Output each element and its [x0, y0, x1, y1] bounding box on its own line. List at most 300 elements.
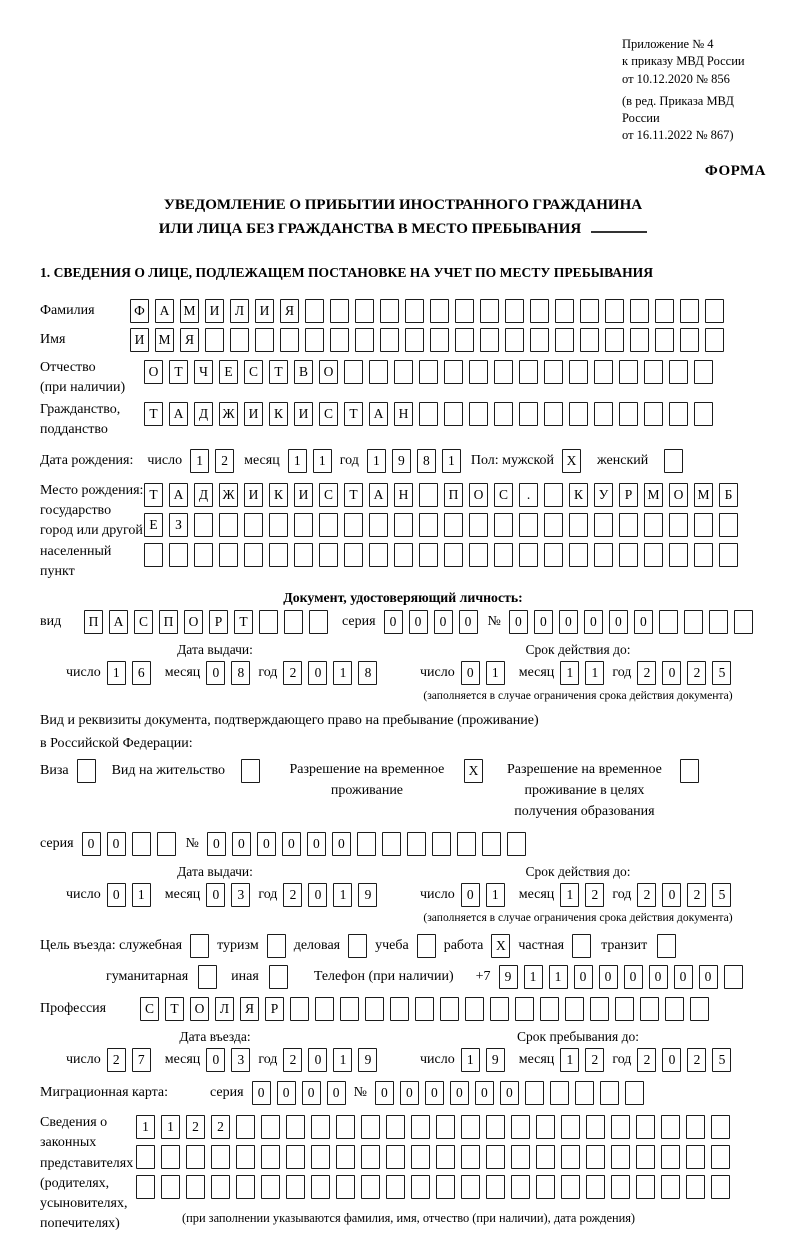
form-cell[interactable]: 6: [132, 661, 151, 685]
form-cell[interactable]: [432, 832, 451, 856]
form-cell[interactable]: [711, 1175, 730, 1199]
form-cell[interactable]: 0: [107, 832, 126, 856]
form-cell[interactable]: Т: [344, 483, 363, 507]
form-cell[interactable]: [644, 360, 663, 384]
form-cell[interactable]: П: [84, 610, 103, 634]
form-cell[interactable]: [572, 934, 591, 958]
form-cell[interactable]: [330, 299, 349, 323]
form-cell[interactable]: 0: [475, 1081, 494, 1105]
form-cell[interactable]: [269, 513, 288, 537]
form-cell[interactable]: 0: [375, 1081, 394, 1105]
form-cell[interactable]: [280, 328, 299, 352]
form-cell[interactable]: Д: [194, 402, 213, 426]
form-cell[interactable]: [344, 513, 363, 537]
form-cell[interactable]: М: [644, 483, 663, 507]
form-cell[interactable]: 0: [434, 610, 453, 634]
form-cell[interactable]: [419, 543, 438, 567]
form-cell[interactable]: [157, 832, 176, 856]
form-cell[interactable]: [536, 1145, 555, 1169]
form-cell[interactable]: К: [269, 483, 288, 507]
form-cell[interactable]: 1: [442, 449, 461, 473]
form-cell[interactable]: Т: [165, 997, 184, 1021]
form-cell[interactable]: [269, 543, 288, 567]
form-cell[interactable]: М: [180, 299, 199, 323]
form-cell[interactable]: 1: [136, 1115, 155, 1139]
form-cell[interactable]: [669, 360, 688, 384]
form-cell[interactable]: [186, 1145, 205, 1169]
form-cell[interactable]: [611, 1175, 630, 1199]
form-cell[interactable]: [544, 543, 563, 567]
form-cell[interactable]: [369, 513, 388, 537]
form-cell[interactable]: [705, 328, 724, 352]
form-cell[interactable]: [680, 759, 699, 783]
form-cell[interactable]: [530, 328, 549, 352]
form-cell[interactable]: [519, 402, 538, 426]
form-cell[interactable]: [436, 1145, 455, 1169]
form-cell[interactable]: И: [244, 483, 263, 507]
form-cell[interactable]: [394, 513, 413, 537]
form-cell[interactable]: [540, 997, 559, 1021]
form-cell[interactable]: [461, 1115, 480, 1139]
form-cell[interactable]: [236, 1175, 255, 1199]
form-cell[interactable]: [694, 513, 713, 537]
form-cell[interactable]: [344, 360, 363, 384]
form-cell[interactable]: [219, 543, 238, 567]
form-cell[interactable]: [394, 360, 413, 384]
form-cell[interactable]: [544, 483, 563, 507]
form-cell[interactable]: [469, 402, 488, 426]
form-cell[interactable]: 0: [282, 832, 301, 856]
form-cell[interactable]: [294, 513, 313, 537]
form-cell[interactable]: Т: [169, 360, 188, 384]
form-cell[interactable]: 1: [132, 883, 151, 907]
form-cell[interactable]: [530, 299, 549, 323]
form-cell[interactable]: И: [130, 328, 149, 352]
form-cell[interactable]: [665, 997, 684, 1021]
form-cell[interactable]: [661, 1115, 680, 1139]
form-cell[interactable]: [348, 934, 367, 958]
form-cell[interactable]: [719, 513, 738, 537]
form-cell[interactable]: [565, 997, 584, 1021]
form-cell[interactable]: [386, 1145, 405, 1169]
form-cell[interactable]: 0: [634, 610, 653, 634]
form-cell[interactable]: [580, 299, 599, 323]
form-cell[interactable]: 1: [333, 883, 352, 907]
form-cell[interactable]: [519, 513, 538, 537]
form-cell[interactable]: 2: [687, 661, 706, 685]
form-cell[interactable]: 0: [450, 1081, 469, 1105]
form-cell[interactable]: [194, 543, 213, 567]
form-cell[interactable]: [305, 299, 324, 323]
form-cell[interactable]: [186, 1175, 205, 1199]
form-cell[interactable]: [267, 934, 286, 958]
form-cell[interactable]: [461, 1145, 480, 1169]
form-cell[interactable]: 0: [207, 832, 226, 856]
form-cell[interactable]: [486, 1175, 505, 1199]
form-cell[interactable]: [611, 1115, 630, 1139]
form-cell[interactable]: [361, 1175, 380, 1199]
form-cell[interactable]: [505, 328, 524, 352]
form-cell[interactable]: [394, 543, 413, 567]
form-cell[interactable]: А: [369, 483, 388, 507]
form-cell[interactable]: 3: [231, 1048, 250, 1072]
form-cell[interactable]: 9: [486, 1048, 505, 1072]
form-cell[interactable]: [480, 299, 499, 323]
form-cell[interactable]: А: [155, 299, 174, 323]
form-cell[interactable]: 2: [107, 1048, 126, 1072]
form-cell[interactable]: [444, 402, 463, 426]
form-cell[interactable]: 0: [206, 883, 225, 907]
form-cell[interactable]: Т: [144, 483, 163, 507]
form-cell[interactable]: 1: [486, 883, 505, 907]
form-cell[interactable]: О: [669, 483, 688, 507]
form-cell[interactable]: О: [184, 610, 203, 634]
form-cell[interactable]: [336, 1145, 355, 1169]
form-cell[interactable]: [419, 483, 438, 507]
form-cell[interactable]: С: [140, 997, 159, 1021]
form-cell[interactable]: [519, 543, 538, 567]
form-cell[interactable]: Л: [230, 299, 249, 323]
form-cell[interactable]: 2: [283, 883, 302, 907]
form-cell[interactable]: [636, 1145, 655, 1169]
form-cell[interactable]: С: [244, 360, 263, 384]
form-cell[interactable]: [605, 328, 624, 352]
form-cell[interactable]: [544, 360, 563, 384]
form-cell[interactable]: [611, 1145, 630, 1169]
form-cell[interactable]: [461, 1175, 480, 1199]
form-cell[interactable]: [261, 1145, 280, 1169]
form-cell[interactable]: 2: [585, 1048, 604, 1072]
form-cell[interactable]: [586, 1175, 605, 1199]
form-cell[interactable]: [469, 513, 488, 537]
form-cell[interactable]: [444, 513, 463, 537]
form-cell[interactable]: [705, 299, 724, 323]
form-cell[interactable]: Н: [394, 402, 413, 426]
form-cell[interactable]: Ф: [130, 299, 149, 323]
form-cell[interactable]: [309, 610, 328, 634]
form-cell[interactable]: [365, 997, 384, 1021]
form-cell[interactable]: 2: [186, 1115, 205, 1139]
form-cell[interactable]: X: [562, 449, 581, 473]
form-cell[interactable]: Б: [719, 483, 738, 507]
form-cell[interactable]: [244, 513, 263, 537]
form-cell[interactable]: 0: [662, 883, 681, 907]
form-cell[interactable]: У: [594, 483, 613, 507]
form-cell[interactable]: [636, 1175, 655, 1199]
form-cell[interactable]: [680, 299, 699, 323]
form-cell[interactable]: А: [169, 483, 188, 507]
form-cell[interactable]: И: [255, 299, 274, 323]
form-cell[interactable]: [255, 328, 274, 352]
form-cell[interactable]: [198, 965, 217, 989]
form-cell[interactable]: [619, 513, 638, 537]
form-cell[interactable]: [644, 402, 663, 426]
form-cell[interactable]: [355, 299, 374, 323]
form-cell[interactable]: [694, 360, 713, 384]
form-cell[interactable]: 2: [687, 1048, 706, 1072]
form-cell[interactable]: 2: [215, 449, 234, 473]
form-cell[interactable]: И: [294, 402, 313, 426]
form-cell[interactable]: [486, 1145, 505, 1169]
form-cell[interactable]: 1: [333, 1048, 352, 1072]
form-cell[interactable]: [286, 1175, 305, 1199]
form-cell[interactable]: [355, 328, 374, 352]
form-cell[interactable]: [569, 360, 588, 384]
form-cell[interactable]: [680, 328, 699, 352]
form-cell[interactable]: [357, 832, 376, 856]
form-cell[interactable]: [436, 1115, 455, 1139]
form-cell[interactable]: [505, 299, 524, 323]
form-cell[interactable]: М: [694, 483, 713, 507]
form-cell[interactable]: 0: [206, 1048, 225, 1072]
form-cell[interactable]: [457, 832, 476, 856]
form-cell[interactable]: [230, 328, 249, 352]
form-cell[interactable]: 0: [699, 965, 718, 989]
form-cell[interactable]: 1: [560, 883, 579, 907]
form-cell[interactable]: О: [319, 360, 338, 384]
form-cell[interactable]: .: [519, 483, 538, 507]
form-cell[interactable]: [711, 1115, 730, 1139]
form-cell[interactable]: [669, 513, 688, 537]
form-cell[interactable]: 8: [417, 449, 436, 473]
form-cell[interactable]: 5: [712, 883, 731, 907]
form-cell[interactable]: [286, 1145, 305, 1169]
form-cell[interactable]: И: [205, 299, 224, 323]
form-cell[interactable]: 2: [283, 661, 302, 685]
form-cell[interactable]: [444, 543, 463, 567]
form-cell[interactable]: [415, 997, 434, 1021]
form-cell[interactable]: 0: [461, 883, 480, 907]
form-cell[interactable]: [244, 543, 263, 567]
form-cell[interactable]: [594, 402, 613, 426]
form-cell[interactable]: [569, 402, 588, 426]
form-cell[interactable]: Р: [209, 610, 228, 634]
form-cell[interactable]: С: [494, 483, 513, 507]
form-cell[interactable]: [311, 1115, 330, 1139]
form-cell[interactable]: [719, 543, 738, 567]
form-cell[interactable]: [219, 513, 238, 537]
form-cell[interactable]: [284, 610, 303, 634]
form-cell[interactable]: С: [134, 610, 153, 634]
form-cell[interactable]: [600, 1081, 619, 1105]
form-cell[interactable]: [575, 1081, 594, 1105]
form-cell[interactable]: 1: [190, 449, 209, 473]
form-cell[interactable]: [544, 513, 563, 537]
form-cell[interactable]: [625, 1081, 644, 1105]
form-cell[interactable]: Е: [144, 513, 163, 537]
form-cell[interactable]: 1: [560, 1048, 579, 1072]
form-cell[interactable]: Ж: [219, 483, 238, 507]
form-cell[interactable]: 0: [302, 1081, 321, 1105]
form-cell[interactable]: 1: [107, 661, 126, 685]
form-cell[interactable]: 0: [599, 965, 618, 989]
form-cell[interactable]: С: [319, 483, 338, 507]
form-cell[interactable]: [405, 328, 424, 352]
form-cell[interactable]: 0: [307, 832, 326, 856]
form-cell[interactable]: [205, 328, 224, 352]
form-cell[interactable]: 1: [524, 965, 543, 989]
form-cell[interactable]: Н: [394, 483, 413, 507]
form-cell[interactable]: [469, 543, 488, 567]
form-cell[interactable]: [555, 299, 574, 323]
form-cell[interactable]: [511, 1175, 530, 1199]
form-cell[interactable]: [686, 1115, 705, 1139]
form-cell[interactable]: [511, 1145, 530, 1169]
form-cell[interactable]: [580, 328, 599, 352]
form-cell[interactable]: [690, 997, 709, 1021]
form-cell[interactable]: 2: [585, 883, 604, 907]
form-cell[interactable]: [555, 328, 574, 352]
form-cell[interactable]: В: [294, 360, 313, 384]
form-cell[interactable]: 0: [674, 965, 693, 989]
form-cell[interactable]: [709, 610, 728, 634]
form-cell[interactable]: 1: [486, 661, 505, 685]
form-cell[interactable]: Т: [269, 360, 288, 384]
form-cell[interactable]: [336, 1175, 355, 1199]
form-cell[interactable]: 0: [107, 883, 126, 907]
form-cell[interactable]: Я: [240, 997, 259, 1021]
form-cell[interactable]: [190, 934, 209, 958]
form-cell[interactable]: 2: [283, 1048, 302, 1072]
form-cell[interactable]: [144, 543, 163, 567]
form-cell[interactable]: [211, 1145, 230, 1169]
form-cell[interactable]: [161, 1145, 180, 1169]
form-cell[interactable]: А: [109, 610, 128, 634]
form-cell[interactable]: 8: [358, 661, 377, 685]
form-cell[interactable]: [319, 543, 338, 567]
form-cell[interactable]: 1: [560, 661, 579, 685]
form-cell[interactable]: [605, 299, 624, 323]
form-cell[interactable]: [419, 513, 438, 537]
form-cell[interactable]: [430, 299, 449, 323]
form-cell[interactable]: Д: [194, 483, 213, 507]
form-cell[interactable]: [724, 965, 743, 989]
form-cell[interactable]: [711, 1145, 730, 1169]
form-cell[interactable]: С: [319, 402, 338, 426]
form-cell[interactable]: [661, 1175, 680, 1199]
form-cell[interactable]: 0: [232, 832, 251, 856]
form-cell[interactable]: [590, 997, 609, 1021]
form-cell[interactable]: Я: [280, 299, 299, 323]
form-cell[interactable]: О: [190, 997, 209, 1021]
form-cell[interactable]: Ж: [219, 402, 238, 426]
form-cell[interactable]: [136, 1145, 155, 1169]
form-cell[interactable]: [311, 1145, 330, 1169]
form-cell[interactable]: X: [491, 934, 510, 958]
form-cell[interactable]: [630, 299, 649, 323]
form-cell[interactable]: 5: [712, 661, 731, 685]
form-cell[interactable]: 0: [584, 610, 603, 634]
form-cell[interactable]: И: [294, 483, 313, 507]
form-cell[interactable]: [369, 543, 388, 567]
form-cell[interactable]: 0: [308, 661, 327, 685]
form-cell[interactable]: [344, 543, 363, 567]
form-cell[interactable]: [630, 328, 649, 352]
form-cell[interactable]: Т: [234, 610, 253, 634]
form-cell[interactable]: [380, 328, 399, 352]
form-cell[interactable]: [390, 997, 409, 1021]
form-cell[interactable]: 0: [461, 661, 480, 685]
form-cell[interactable]: 9: [358, 1048, 377, 1072]
form-cell[interactable]: [586, 1115, 605, 1139]
form-cell[interactable]: [161, 1175, 180, 1199]
form-cell[interactable]: 0: [662, 1048, 681, 1072]
form-cell[interactable]: А: [169, 402, 188, 426]
form-cell[interactable]: 0: [509, 610, 528, 634]
form-cell[interactable]: 0: [400, 1081, 419, 1105]
form-cell[interactable]: [236, 1115, 255, 1139]
form-cell[interactable]: [657, 934, 676, 958]
form-cell[interactable]: [436, 1175, 455, 1199]
form-cell[interactable]: [694, 543, 713, 567]
form-cell[interactable]: [655, 328, 674, 352]
form-cell[interactable]: [77, 759, 96, 783]
form-cell[interactable]: 2: [637, 883, 656, 907]
form-cell[interactable]: 3: [231, 883, 250, 907]
form-cell[interactable]: 0: [559, 610, 578, 634]
form-cell[interactable]: [330, 328, 349, 352]
form-cell[interactable]: [465, 997, 484, 1021]
form-cell[interactable]: 1: [461, 1048, 480, 1072]
form-cell[interactable]: [659, 610, 678, 634]
form-cell[interactable]: 2: [687, 883, 706, 907]
form-cell[interactable]: [417, 934, 436, 958]
form-cell[interactable]: [644, 513, 663, 537]
form-cell[interactable]: [694, 402, 713, 426]
form-cell[interactable]: 1: [549, 965, 568, 989]
form-cell[interactable]: [319, 513, 338, 537]
form-cell[interactable]: [664, 449, 683, 473]
form-cell[interactable]: [261, 1115, 280, 1139]
form-cell[interactable]: [405, 299, 424, 323]
form-cell[interactable]: 0: [425, 1081, 444, 1105]
form-cell[interactable]: 0: [206, 661, 225, 685]
form-cell[interactable]: [669, 402, 688, 426]
form-cell[interactable]: [290, 997, 309, 1021]
form-cell[interactable]: П: [159, 610, 178, 634]
form-cell[interactable]: 7: [132, 1048, 151, 1072]
form-cell[interactable]: [311, 1175, 330, 1199]
form-cell[interactable]: [636, 1115, 655, 1139]
form-cell[interactable]: [655, 299, 674, 323]
form-cell[interactable]: [586, 1145, 605, 1169]
form-cell[interactable]: [455, 299, 474, 323]
form-cell[interactable]: [386, 1115, 405, 1139]
form-cell[interactable]: [469, 360, 488, 384]
form-cell[interactable]: Т: [344, 402, 363, 426]
form-cell[interactable]: [619, 402, 638, 426]
form-cell[interactable]: [259, 610, 278, 634]
form-cell[interactable]: [444, 360, 463, 384]
form-cell[interactable]: 0: [649, 965, 668, 989]
form-cell[interactable]: [594, 513, 613, 537]
form-cell[interactable]: 0: [534, 610, 553, 634]
form-cell[interactable]: [315, 997, 334, 1021]
form-cell[interactable]: Е: [219, 360, 238, 384]
form-cell[interactable]: 1: [367, 449, 386, 473]
form-cell[interactable]: [411, 1145, 430, 1169]
form-cell[interactable]: [569, 513, 588, 537]
form-cell[interactable]: [536, 1115, 555, 1139]
form-cell[interactable]: 0: [308, 883, 327, 907]
form-cell[interactable]: [507, 832, 526, 856]
form-cell[interactable]: [305, 328, 324, 352]
form-cell[interactable]: 5: [712, 1048, 731, 1072]
form-cell[interactable]: [236, 1145, 255, 1169]
form-cell[interactable]: З: [169, 513, 188, 537]
form-cell[interactable]: [261, 1175, 280, 1199]
form-cell[interactable]: 0: [327, 1081, 346, 1105]
